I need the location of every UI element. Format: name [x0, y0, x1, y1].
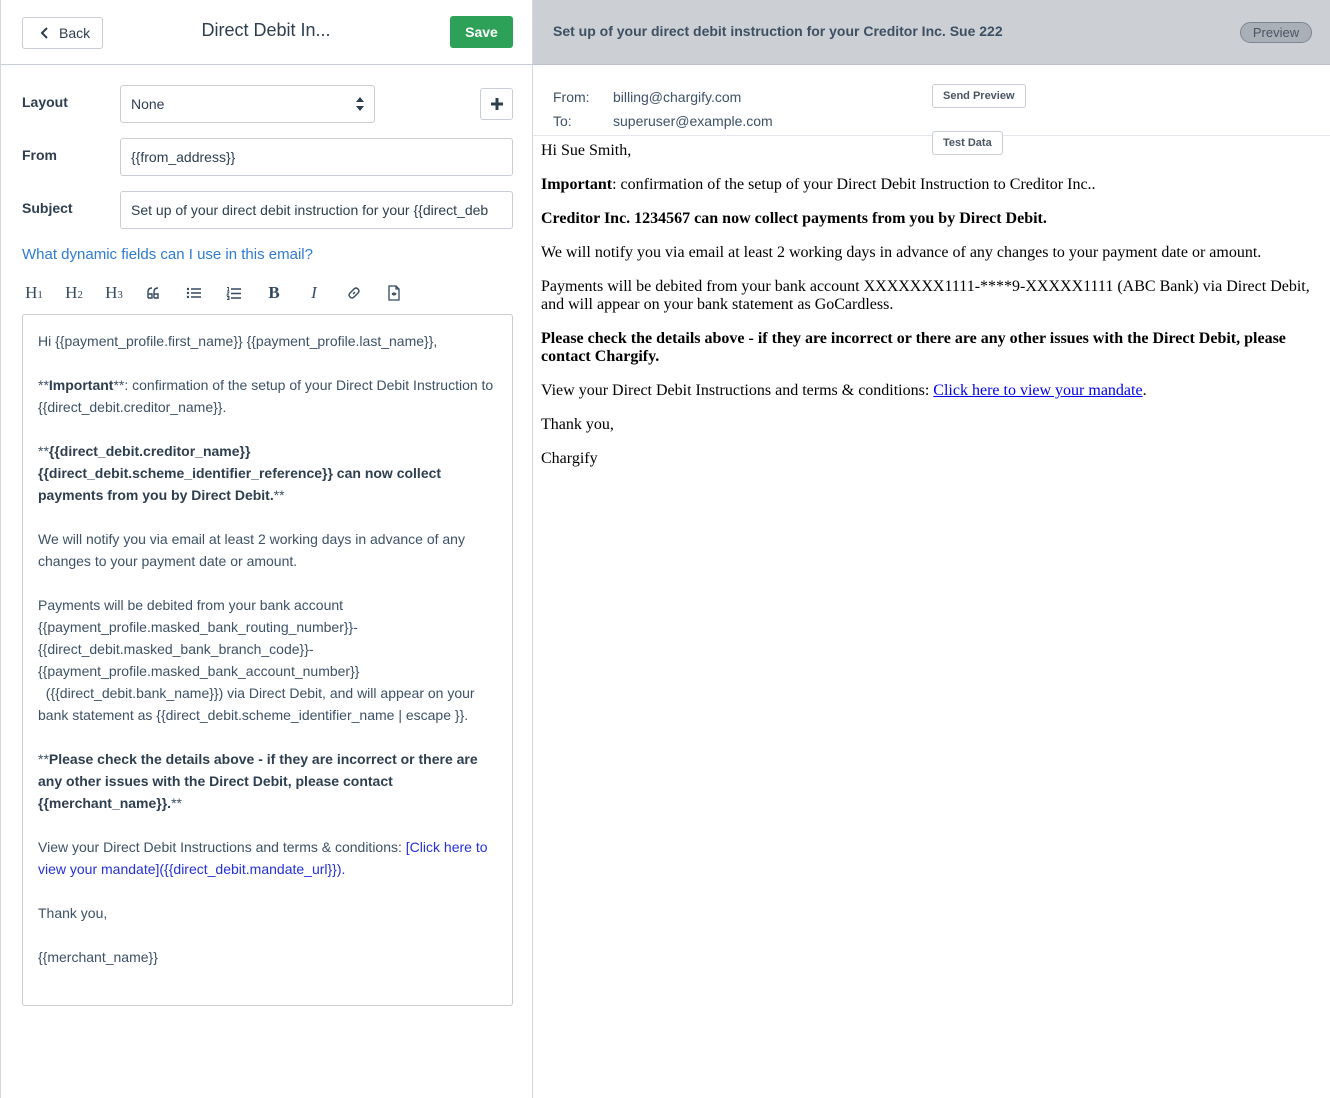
- preview-to-row: [553, 113, 773, 129]
- send-preview-button[interactable]: Send Preview: [932, 84, 1026, 108]
- editor-line-important: **Important**: confirmation of the setup of your Direct Debit Instruction to {{direct_debit.creditor_name}}.: [38, 377, 494, 415]
- email-check: Please check the details above - if they are incorrect or there are any other issues with the Direct Debit, please contact Chargify.: [541, 330, 1286, 365]
- heading2-button[interactable]: [62, 280, 86, 306]
- from-key: From:: [553, 89, 590, 105]
- test-data-button[interactable]: Test Data: [932, 131, 1003, 155]
- preview-toggle[interactable]: Preview: [1240, 22, 1312, 43]
- mandate-link[interactable]: Click here to view your mandate: [933, 382, 1143, 399]
- editor-pane: [0, 0, 533, 1098]
- heading1-glyph: H1: [25, 283, 43, 302]
- bold-icon: B: [268, 283, 280, 302]
- email-view: View your Direct Debit Instructions and terms & conditions: Click here to view your mandate.: [541, 382, 1147, 399]
- layout-select[interactable]: [120, 85, 375, 123]
- editor-toolbar: [22, 280, 422, 306]
- to-value: superuser@example.com: [613, 113, 773, 129]
- dynamic-fields-link[interactable]: What dynamic fields can I use in this email?: [22, 246, 313, 263]
- link-button[interactable]: [342, 280, 366, 306]
- to-key: To:: [553, 113, 572, 129]
- bold-button[interactable]: [262, 280, 286, 306]
- preview-from-row: [553, 89, 741, 105]
- email-payments: Payments will be debited from your bank account XXXXXXX1111-****9-XXXXX1111 (ABC Bank) via Direct Debit, and will appear on your bank statement as GoCardless.: [541, 278, 1310, 313]
- editor-header: [1, 0, 533, 65]
- email-signoff: Chargify: [541, 450, 598, 467]
- back-label: Back: [59, 25, 91, 41]
- back-button[interactable]: [22, 17, 103, 49]
- from-value: billing@chargify.com: [613, 89, 742, 105]
- editor-mandate-link: [Click here to view your mandate]({{direct_debit.mandate_url}}).: [38, 839, 488, 877]
- editor-line-collect: **{{direct_debit.creditor_name}} {{direct_debit.scheme_identifier_reference}} can now collect payments from you by Direct Debit.**: [38, 443, 442, 503]
- insert-file-button[interactable]: [382, 280, 406, 306]
- from-label: From: [22, 147, 57, 163]
- email-greeting: Hi Sue Smith,: [541, 142, 632, 159]
- italic-icon: I: [311, 283, 317, 302]
- email-preview-body: [541, 142, 1323, 484]
- layout-select-value: None: [131, 96, 165, 112]
- heading1-button[interactable]: [22, 280, 46, 306]
- file-icon: [386, 285, 402, 301]
- numbered-list-button[interactable]: [222, 280, 246, 306]
- editor-line-merchant: {{merchant_name}}: [38, 949, 158, 965]
- heading3-button[interactable]: [102, 280, 126, 306]
- editor-line-payments: Payments will be debited from your bank account {{payment_profile.masked_bank_routing_number}}- {{direct_debit.masked_bank_branch_code}}- {{payment_profile.masked_bank_account_number}} ({{direct_debit.bank_name}}) via Direct Debit, and will appear on your bank statement as {{direct_debit.scheme_identifier_name | escape }}.: [38, 597, 475, 723]
- blockquote-button[interactable]: [142, 280, 166, 306]
- template-editor[interactable]: [22, 314, 513, 1006]
- email-thanks: Thank you,: [541, 416, 614, 433]
- page-title: Direct Debit In...: [201, 20, 331, 40]
- bullet-list-icon: [186, 285, 202, 301]
- select-arrows-icon: [356, 97, 364, 111]
- italic-button[interactable]: [302, 280, 326, 306]
- from-input[interactable]: {{from_address}}: [120, 138, 513, 176]
- quote-icon: [146, 285, 162, 301]
- preview-subject: Set up of your direct debit instruction for your Creditor Inc. Sue 222: [553, 23, 1003, 39]
- link-icon: [346, 285, 362, 301]
- preview-header: [533, 0, 1330, 65]
- heading3-glyph: H3: [105, 283, 123, 302]
- heading2-glyph: H2: [65, 283, 83, 302]
- email-notify: We will notify you via email at least 2 working days in advance of any changes to your payment date or amount.: [541, 244, 1262, 261]
- preview-pane: [533, 0, 1330, 1098]
- editor-line-thanks: Thank you,: [38, 905, 108, 921]
- numbered-list-icon: [226, 285, 242, 301]
- editor-line-view: View your Direct Debit Instructions and terms & conditions: [Click here to view your mandate]({{direct_debit.mandate_url}}).: [38, 839, 488, 877]
- layout-label: Layout: [22, 94, 68, 110]
- email-important: Important: confirmation of the setup of your Direct Debit Instruction to Creditor Inc..: [541, 176, 1096, 193]
- chevron-left-icon: [37, 25, 53, 41]
- email-collect: Creditor Inc. 1234567 can now collect payments from you by Direct Debit.: [541, 210, 1047, 227]
- editor-line-check: **Please check the details above - if they are incorrect or there are any other issues with the Direct Debit, please contact {{merchant_name}}.**: [38, 751, 478, 811]
- plus-icon: [490, 97, 504, 111]
- subject-label: Subject: [22, 200, 73, 216]
- bullet-list-button[interactable]: [182, 280, 206, 306]
- add-layout-button[interactable]: [480, 88, 513, 120]
- editor-line-greeting: Hi {{payment_profile.first_name}} {{payment_profile.last_name}},: [38, 333, 438, 349]
- editor-line-notify: We will notify you via email at least 2 working days in advance of any changes to your payment date or amount.: [38, 531, 465, 569]
- save-button[interactable]: Save: [450, 16, 513, 48]
- subject-input[interactable]: Set up of your direct debit instruction for your {{direct_deb: [120, 191, 513, 229]
